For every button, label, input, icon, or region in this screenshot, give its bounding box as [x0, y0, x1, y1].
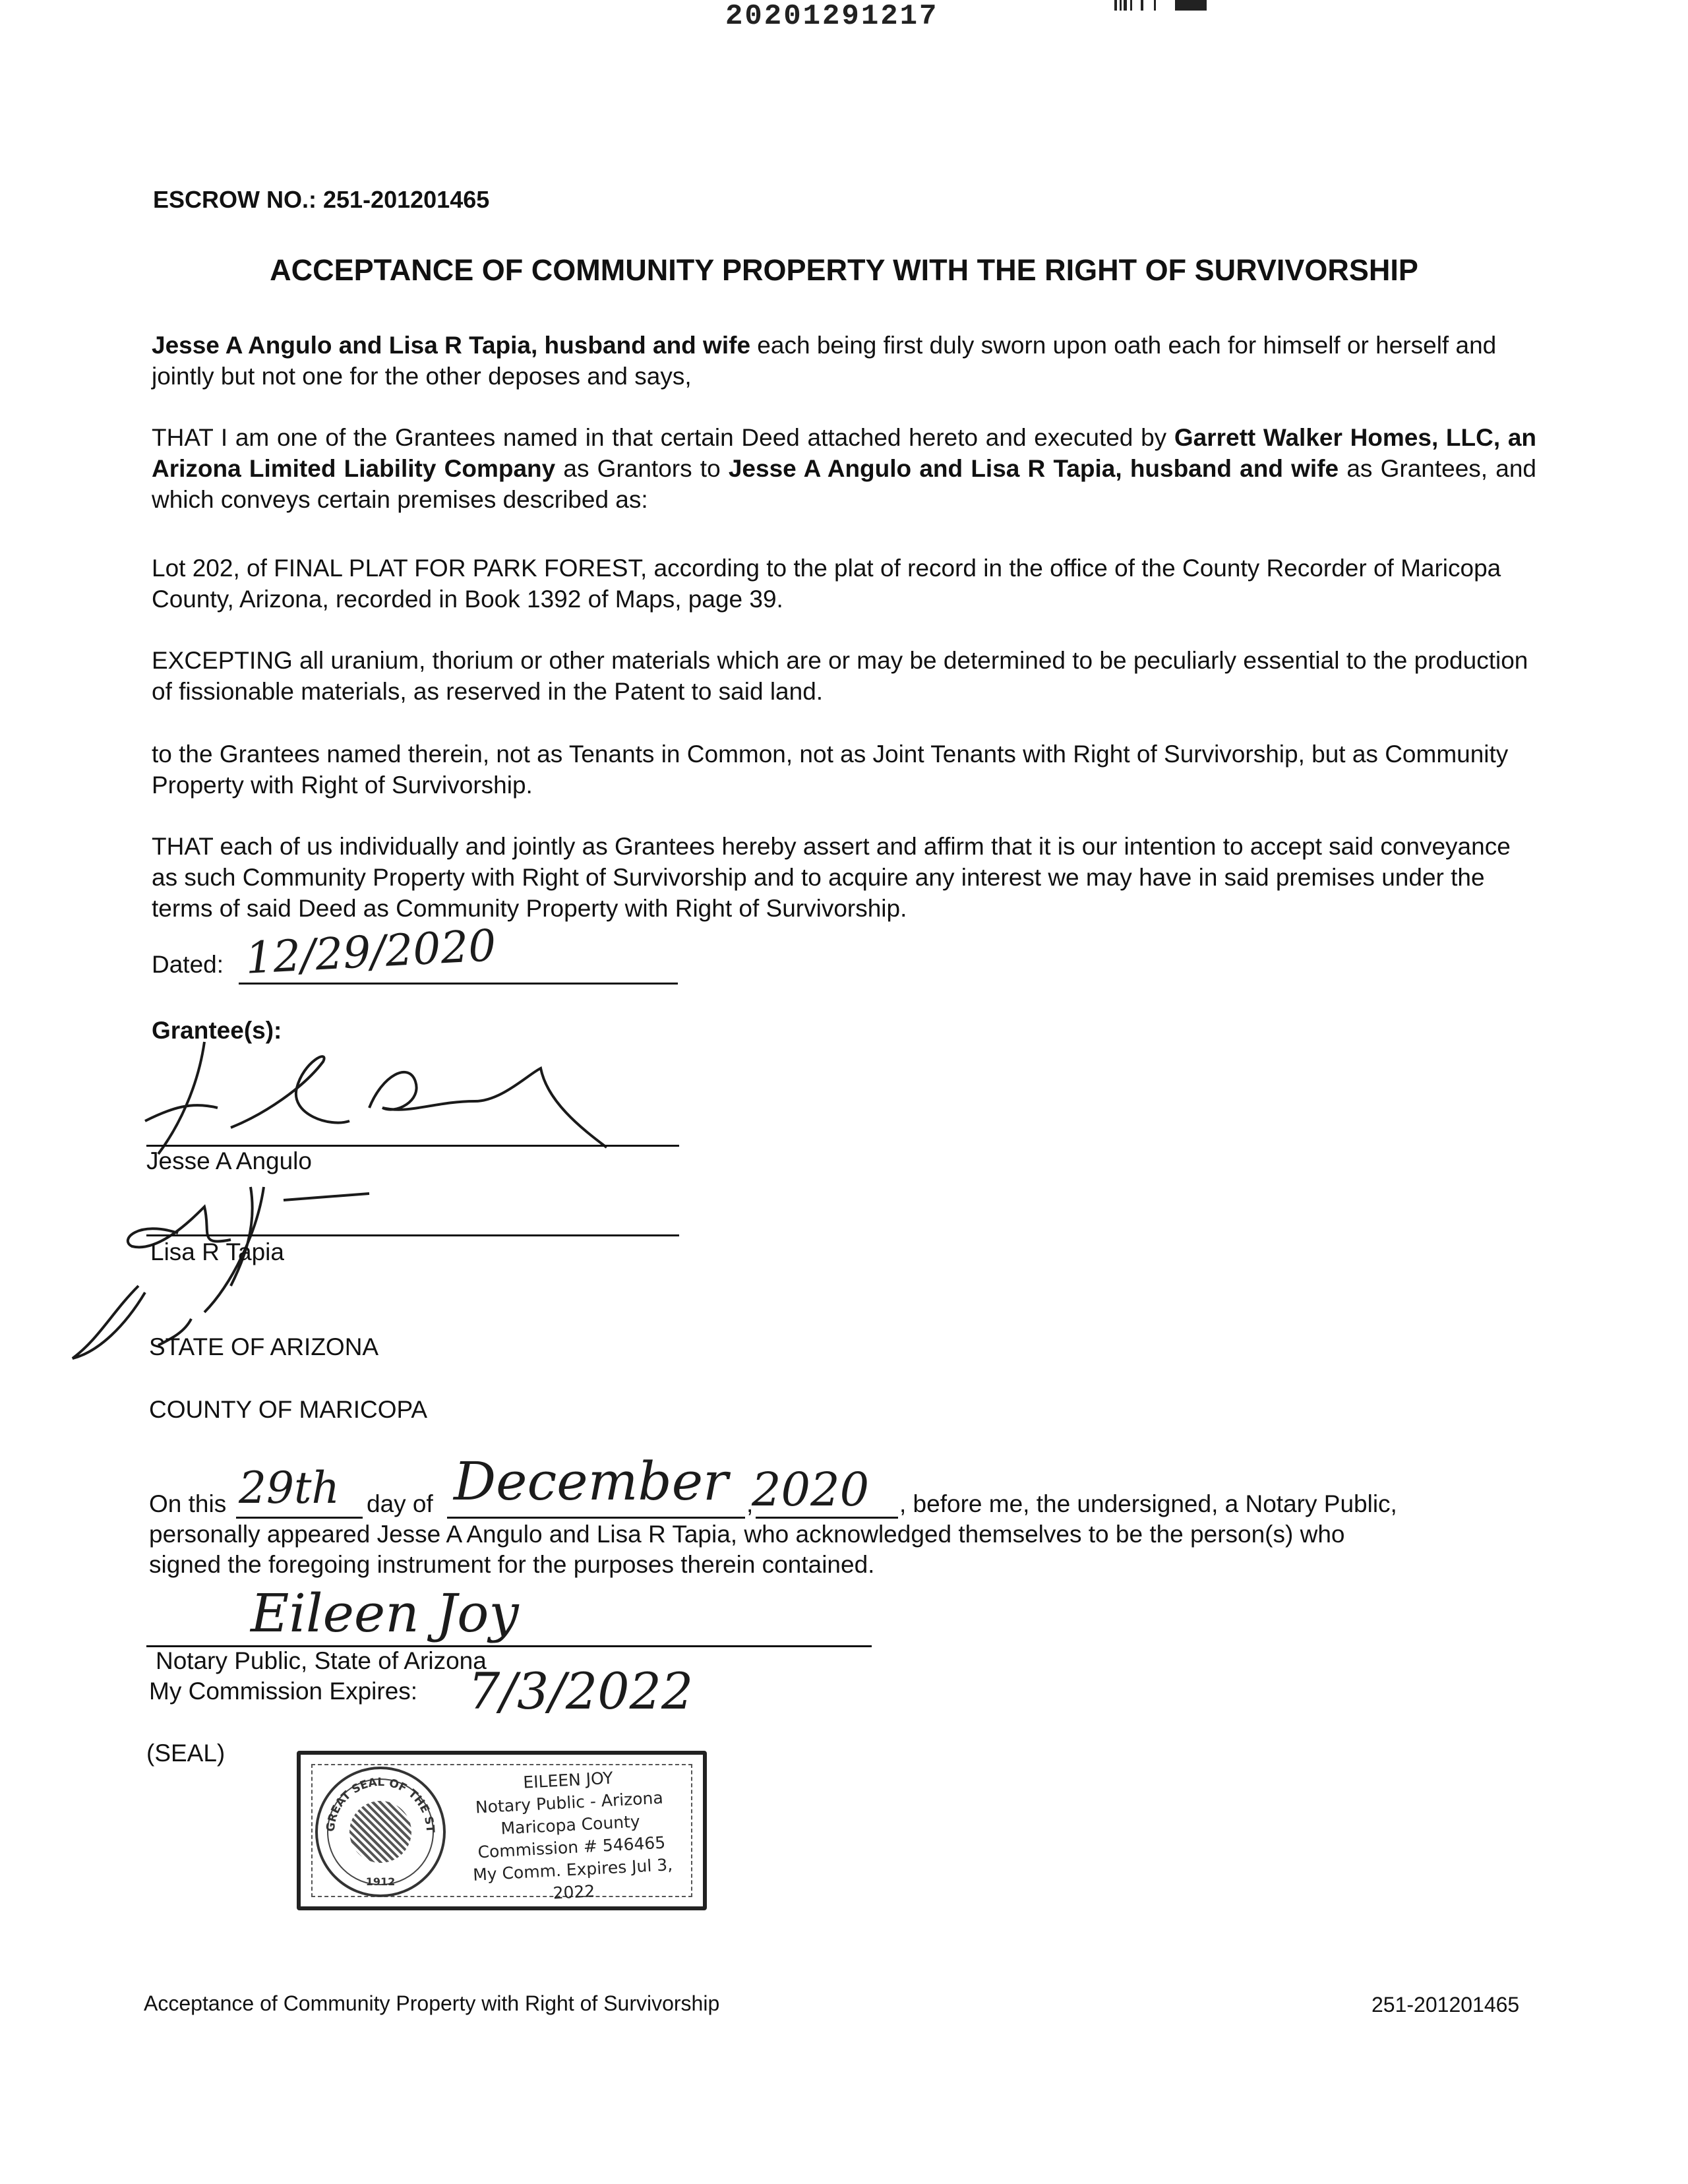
ack-line1-rest: , before me, the undersigned, a Notary Public, — [899, 1490, 1397, 1517]
p2-text-c: as Grantees, and which conveys certain premises described as: — [152, 455, 1536, 513]
ack-line3: signed the foregoing instrument for the purposes therein contained. — [149, 1551, 875, 1578]
seal-ring-label: GREAT SEAL OF THE STATE OF ARIZONA — [313, 1759, 437, 1833]
paragraph-excepting: EXCEPTING all uranium, thorium or other materials which are or may be determined to be peculiarly essential to the production of fissionable materials, as reserved in the Patent to said land. — [152, 647, 1528, 705]
ack-line2: personally appeared Jesse A Angulo and Lisa R Tapia, who acknowledged themselves to be the person(s) who — [149, 1521, 1345, 1548]
state-seal-emblem — [313, 1759, 446, 1897]
paragraph-tenancy: to the Grantees named therein, not as Tenants in Common, not as Joint Tenants with Right of Survivorship, but as Community Property with Right of Survivorship. — [152, 741, 1509, 799]
ack-comma: , — [746, 1490, 754, 1517]
notary-seal-stamp — [297, 1751, 707, 1910]
grantee-name-1: Jesse A Angulo — [146, 1147, 312, 1174]
affiants-text: each being first duly sworn upon oath each for himself or herself and jointly but not one for the other deposes and says, — [152, 332, 1497, 390]
venue-county: COUNTY OF MARICOPA — [149, 1396, 428, 1423]
p2-text-b: as Grantors to — [555, 455, 729, 482]
footer-escrow-number: 251-201201465 — [1372, 1993, 1520, 2017]
grantee-names: Jesse A Angulo and Lisa R Tapia, husband and wife — [728, 455, 1339, 482]
seal-line-title: Notary Public - Arizona — [475, 1788, 664, 1817]
escrow-number: 251-201201465 — [323, 186, 490, 213]
ack-day-handwritten: 29th — [239, 1463, 340, 1513]
seal-ring-text — [313, 1759, 443, 1895]
footer-document-name: Acceptance of Community Property with Right of Survivorship — [144, 1991, 720, 2015]
seal-line-name: EILEEN JOY — [522, 1768, 614, 1792]
document-title: ACCEPTANCE OF COMMUNITY PROPERTY WITH THE RIGHT OF SURVIVORSHIP — [270, 253, 1418, 287]
grantee-name-2: Lisa R Tapia — [150, 1238, 284, 1265]
ack-month-line — [447, 1517, 745, 1519]
seal-line-commission: Commission # 546465 — [477, 1833, 666, 1862]
ack-on-this: On this — [149, 1490, 227, 1517]
recording-number: 20201291217 — [725, 0, 939, 33]
paragraph-affirmation: THAT each of us individually and jointly as Grantees hereby assert and affirm that it is our intention to accept said conveyance as such Community Property with Right of Survivorship and to acquire any interest we may have in said premises under the terms of said Deed as Community Property with Right of Survivorship. — [152, 833, 1511, 922]
ack-day-line — [236, 1517, 363, 1519]
seal-line-county: Maricopa County — [500, 1811, 641, 1838]
escrow-label: ESCROW NO.: — [153, 186, 316, 213]
paragraph-legal-description: Lot 202, of FINAL PLAT FOR PARK FOREST, according to the plat of record in the office of the County Recorder of Maricopa County, Arizona, recorded in Book 1392 of Maps, page 39. — [152, 555, 1501, 613]
ack-day-of: day of — [367, 1490, 433, 1517]
notary-commission-label: My Commission Expires: — [149, 1678, 418, 1705]
paragraph-grantees — [152, 422, 1536, 515]
seal-text-block — [449, 1763, 693, 1910]
ack-year-handwritten: 2020 — [752, 1463, 870, 1517]
seal-year: 1912 — [365, 1875, 396, 1888]
dated-handwritten: 12/29/2020 — [244, 920, 498, 984]
dated-label: Dated: — [152, 951, 224, 978]
dated-line — [239, 983, 678, 985]
grantee-signature-line-1 — [146, 1145, 679, 1147]
notary-commission-handwritten: 7/3/2022 — [468, 1662, 694, 1720]
barcode-strip — [1114, 0, 1220, 11]
seal-line-expires: My Comm. Expires Jul 3, 2022 — [472, 1855, 673, 1903]
notary-title: Notary Public, State of Arizona — [156, 1647, 487, 1674]
venue-state: STATE OF ARIZONA — [149, 1333, 379, 1360]
paragraph-affiants — [152, 330, 1536, 392]
ack-year-line — [756, 1517, 898, 1519]
notary-signature: Eileen Joy — [251, 1583, 519, 1644]
grantor-name: Garrett Walker Homes, LLC, an Arizona Limited Liability Company — [152, 424, 1537, 482]
grantees-label: Grantee(s): — [152, 1017, 282, 1044]
escrow-number-line — [153, 186, 489, 214]
ack-month-handwritten: December — [454, 1451, 729, 1512]
svg-text:GREAT SEAL OF THE STATE OF ARI — [313, 1759, 437, 1833]
affiants-names: Jesse A Angulo and Lisa R Tapia, husband and wife — [152, 332, 751, 359]
seal-label: (SEAL) — [146, 1740, 226, 1767]
p2-text-a: THAT I am one of the Grantees named in that certain Deed attached hereto and executed by — [152, 424, 1174, 451]
grantee-signature-line-2 — [146, 1234, 679, 1236]
